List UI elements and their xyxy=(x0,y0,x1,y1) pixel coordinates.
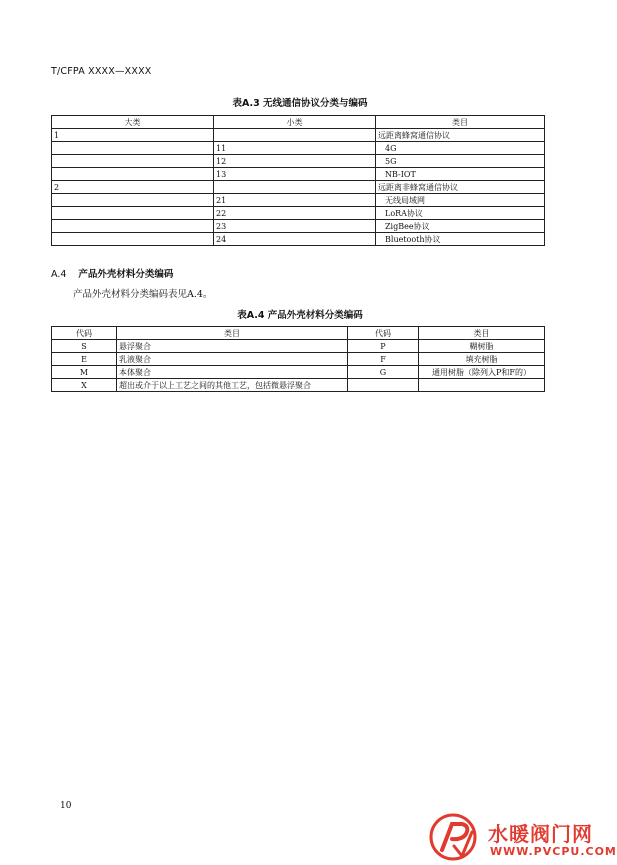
table-a3 xyxy=(51,115,545,246)
column-header: 小类 xyxy=(214,116,376,129)
section-number: A.4 xyxy=(51,269,67,280)
table-cell: S xyxy=(52,340,117,353)
table-cell: M xyxy=(52,366,117,379)
table-row xyxy=(52,207,545,220)
table-cell: NB-IOT xyxy=(376,168,545,181)
column-header: 大类 xyxy=(52,116,214,129)
table-row xyxy=(52,379,545,392)
table-cell: X xyxy=(52,379,117,392)
table-cell: 填充树脂 xyxy=(419,353,545,366)
table-header-row xyxy=(52,116,545,129)
table-row xyxy=(52,181,545,194)
table-cell: 13 xyxy=(214,168,376,181)
table-cell: 本体聚合 xyxy=(117,366,348,379)
watermark-title: 水暖阀门网 xyxy=(488,822,593,846)
table-cell xyxy=(52,207,214,220)
table-header-row xyxy=(52,327,545,340)
table-row xyxy=(52,168,545,181)
table-cell: 乳液聚合 xyxy=(117,353,348,366)
watermark xyxy=(428,812,617,865)
table-cell: F xyxy=(348,353,419,366)
table-cell: 23 xyxy=(214,220,376,233)
page-number: 10 xyxy=(60,801,72,811)
table-cell xyxy=(214,181,376,194)
table-cell: LoRA协议 xyxy=(376,207,545,220)
table-cell: 悬浮聚合 xyxy=(117,340,348,353)
table-row xyxy=(52,220,545,233)
table-a4-caption: 表A.4 产品外壳材料分类编码 xyxy=(237,310,363,321)
column-header: 类目 xyxy=(376,116,545,129)
table-cell xyxy=(214,129,376,142)
table-cell: 22 xyxy=(214,207,376,220)
table-cell: 通用树脂（除列入P和F的） xyxy=(419,366,545,379)
column-header: 代码 xyxy=(52,327,117,340)
table-cell: 1 xyxy=(52,129,214,142)
table-cell: P xyxy=(348,340,419,353)
table-cell: ZigBee协议 xyxy=(376,220,545,233)
table-cell: 4G xyxy=(376,142,545,155)
table-row xyxy=(52,366,545,379)
table-row xyxy=(52,353,545,366)
watermark-url: WWW.PVCPU.COM xyxy=(490,845,617,858)
table-cell: 2 xyxy=(52,181,214,194)
table-cell: 远距离非蜂窝通信协议 xyxy=(376,181,545,194)
table-cell: 12 xyxy=(214,155,376,168)
table-cell xyxy=(52,233,214,246)
table-cell: E xyxy=(52,353,117,366)
table-cell xyxy=(348,379,419,392)
table-row xyxy=(52,340,545,353)
table-cell: 11 xyxy=(214,142,376,155)
body-paragraph: 产品外壳材料分类编码表见A.4。 xyxy=(73,289,213,300)
table-cell: Bluetooth协议 xyxy=(376,233,545,246)
standard-code: T/CFPA XXXX—XXXX xyxy=(51,66,152,77)
table-row xyxy=(52,142,545,155)
table-cell: 无线局域网 xyxy=(376,194,545,207)
column-header: 类目 xyxy=(419,327,545,340)
table-cell: G xyxy=(348,366,419,379)
table-a3-caption: 表A.3 无线通信协议分类与编码 xyxy=(232,98,368,109)
column-header: 代码 xyxy=(348,327,419,340)
table-row xyxy=(52,129,545,142)
table-cell: 超出或介于以上工艺之间的其他工艺，包括微悬浮聚合 xyxy=(117,379,348,392)
column-header: 类目 xyxy=(117,327,348,340)
table-cell xyxy=(419,379,545,392)
table-row xyxy=(52,155,545,168)
table-cell: 糊树脂 xyxy=(419,340,545,353)
table-cell: 远距离蜂窝通信协议 xyxy=(376,129,545,142)
table-cell: 21 xyxy=(214,194,376,207)
table-cell: 5G xyxy=(376,155,545,168)
table-cell xyxy=(52,194,214,207)
table-cell: 24 xyxy=(214,233,376,246)
table-a4 xyxy=(51,326,545,392)
table-cell xyxy=(52,168,214,181)
section-heading xyxy=(51,266,173,280)
section-title: 产品外壳材料分类编码 xyxy=(78,269,174,280)
watermark-logo-icon xyxy=(428,812,480,862)
table-cell xyxy=(52,220,214,233)
table-cell xyxy=(52,155,214,168)
table-cell xyxy=(52,142,214,155)
table-row xyxy=(52,233,545,246)
table-row xyxy=(52,194,545,207)
